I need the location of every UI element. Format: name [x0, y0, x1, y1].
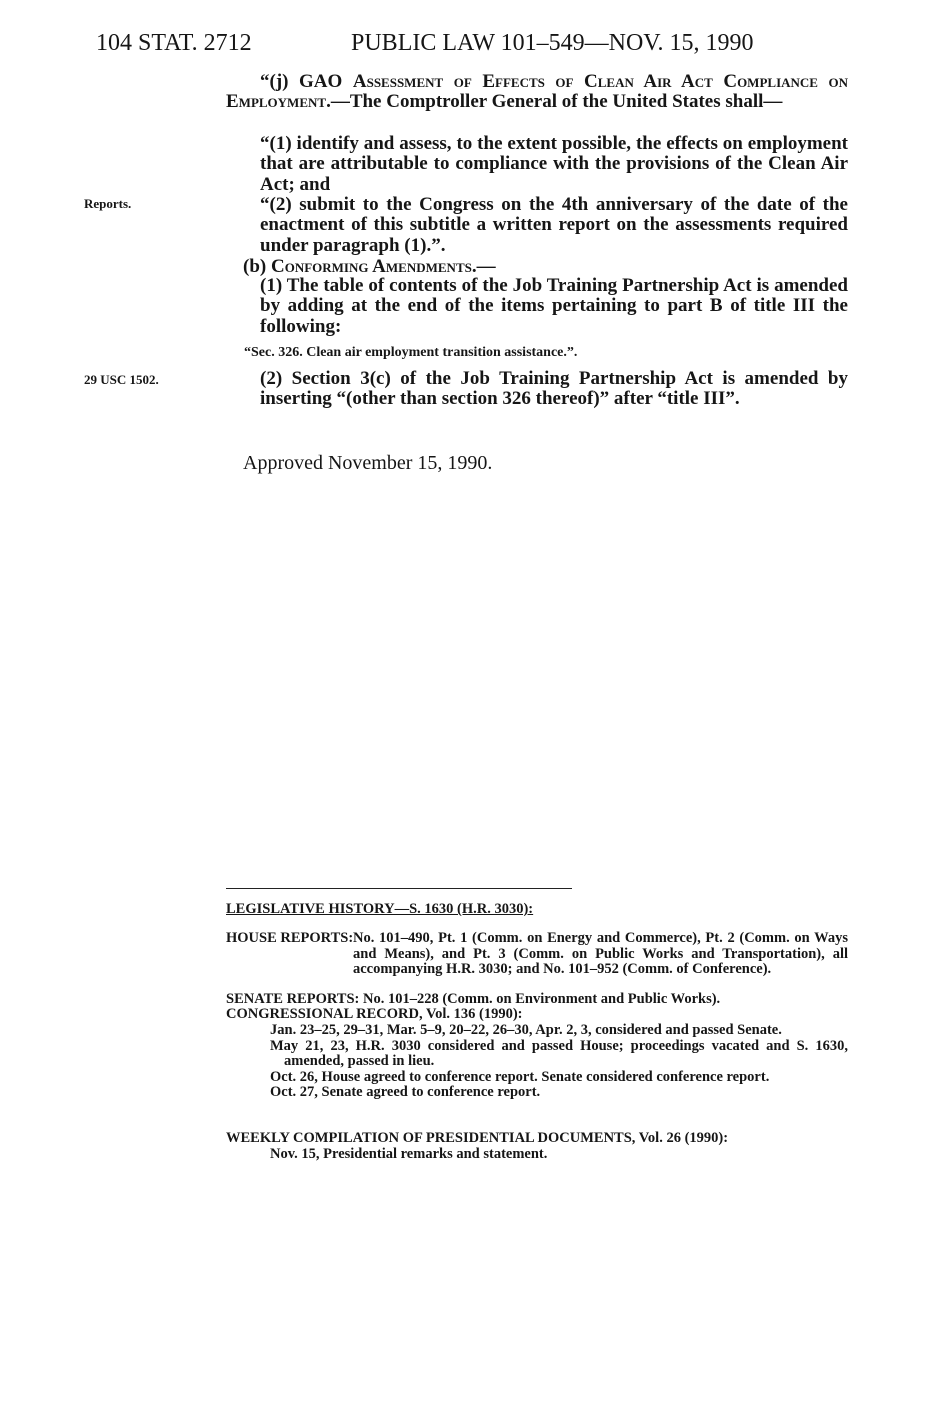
- statute-page-number: 104 STAT. 2712: [96, 30, 252, 56]
- paragraph-1-text: “(1) identify and assess, to the extent possible, the effects on employment that are attributable to compliance with the provisions of the Clean Air Act; and: [260, 133, 848, 195]
- paragraph-b1: [226, 276, 848, 337]
- subsection-j-text: .—The Comptroller General of the United States shall—: [326, 91, 783, 113]
- margin-note-usc: 29 USC 1502.: [84, 372, 159, 387]
- record-item: Oct. 27, Senate agreed to conference report.: [270, 1084, 541, 1101]
- page-header: [96, 30, 876, 64]
- record-item: Oct. 26, House agreed to conference report. Senate considered conference report.: [270, 1068, 770, 1085]
- subsection-j-open: “(j) GAO: [260, 71, 353, 92]
- subsection-j: [226, 72, 848, 113]
- paragraph-b2-text: (2) Section 3(c) of the Job Training Partnership Act is amended by inserting “(other than section 326 thereof)” after “title III”.: [260, 368, 848, 410]
- table-of-contents-entry: “Sec. 326. Clean air employment transition assistance.”.: [244, 345, 578, 360]
- subsection-b-text: .—: [471, 256, 496, 277]
- house-reports-body: No. 101–490, Pt. 1 (Comm. on Energy and Commerce), Pt. 2 (Comm. on Ways and Means), and Pt. 3 (Comm. on Public Works and Transportation), all accompanying H.R. 3030; and No. 101–952 (Comm. of Conference).: [353, 930, 848, 978]
- footnote-divider: [226, 888, 572, 889]
- public-law-title: PUBLIC LAW 101–549—NOV. 15, 1990: [351, 30, 754, 56]
- subsection-b-heading: Conforming Amendments: [270, 256, 472, 277]
- legislative-history-title: LEGISLATIVE HISTORY—S. 1630 (H.R. 3030):: [226, 901, 534, 917]
- weekly-compilation-item: Nov. 15, Presidential remarks and statement.: [270, 1146, 548, 1162]
- record-item: Jan. 23–25, 29–31, Mar. 5–9, 20–22, 26–30, Apr. 2, 3, considered and passed Senate.: [270, 1022, 782, 1038]
- paragraph-1: [226, 134, 848, 195]
- margin-note-reports: Reports.: [84, 196, 132, 211]
- congressional-record: CONGRESSIONAL RECORD, Vol. 136 (1990):: [226, 1006, 523, 1022]
- paragraph-2: [226, 195, 848, 256]
- paragraph-b2: [226, 369, 848, 410]
- senate-reports: SENATE REPORTS: No. 101–228 (Comm. on Environment and Public Works).: [226, 991, 721, 1007]
- congressional-record-items: [226, 1023, 848, 1101]
- record-item: May 21, 23, H.R. 3030 considered and passed House; proceedings vacated and S. 1630, amended, passed in lieu.: [270, 1037, 848, 1070]
- house-reports-label: HOUSE REPORTS:: [226, 930, 354, 946]
- paragraph-2-text: “(2) submit to the Congress on the 4th anniversary of the date of the enactment of this subtitle a written report on the assessments required under paragraph (1).”.: [260, 194, 848, 256]
- weekly-compilation: WEEKLY COMPILATION OF PRESIDENTIAL DOCUMENTS, Vol. 26 (1990):: [226, 1130, 729, 1146]
- paragraph-b1-text: (1) The table of contents of the Job Training Partnership Act is amended by adding at the end of the items pertaining to part B of title III the following:: [260, 275, 848, 337]
- subsection-b-open: (b): [243, 256, 271, 277]
- house-reports: [226, 931, 848, 978]
- approval-date: Approved November 15, 1990.: [243, 452, 493, 474]
- subsection-j-heading: Assessment of Effects of Clean Air Act Compliance on Employment: [226, 71, 849, 113]
